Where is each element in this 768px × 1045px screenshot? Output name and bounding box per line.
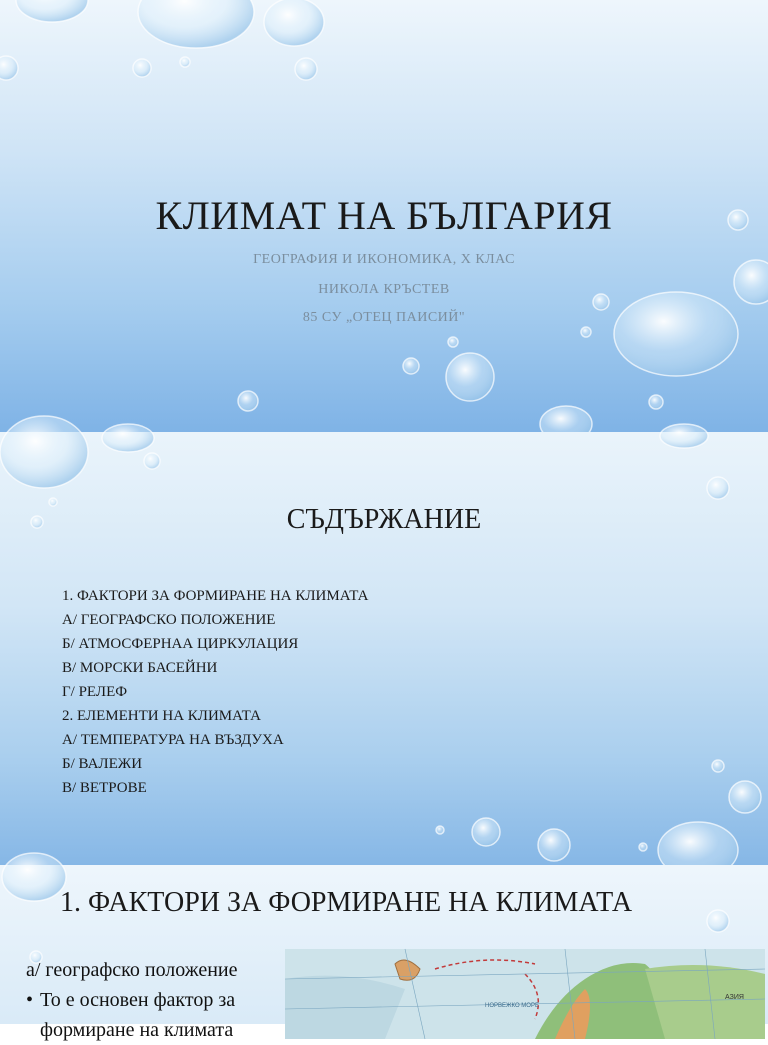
list-item: 1. ФАКТОРИ ЗА ФОРМИРАНЕ НА КЛИМАТА	[62, 588, 369, 604]
list-item: В/ МОРСКИ БАСЕЙНИ	[62, 660, 218, 676]
presentation-title: КЛИМАТ НА БЪЛГАРИЯ	[155, 193, 613, 238]
subtitle-course: ГЕОГРАФИЯ И ИКОНОМИКА, X КЛАС	[253, 252, 515, 267]
map-label-sea: НОРВЕЖКО МОРЕ	[485, 1003, 539, 1009]
factors-slide	[0, 865, 768, 1041]
contents-list	[62, 584, 368, 800]
list-item: А/ ГЕОГРАФСКО ПОЛОЖЕНИЕ	[62, 612, 276, 628]
list-item: В/ ВЕТРОВЕ	[62, 780, 147, 796]
slide-body-text	[26, 955, 276, 1045]
subtitle-school: 85 СУ „ОТЕЦ ПАИСИЙ"	[302, 310, 466, 325]
map-graphic	[285, 949, 765, 1039]
list-item: А/ ТЕМПЕРАТУРА НА ВЪЗДУХА	[62, 732, 284, 748]
contents-slide	[0, 432, 768, 865]
bullet-text: То е основен фактор за	[40, 989, 236, 1011]
subheading: а/ географско положение	[26, 959, 238, 981]
europe-map-image	[285, 949, 765, 1039]
list-item: Г/ РЕЛЕФ	[62, 684, 128, 700]
list-item: 2. ЕЛЕМЕНТИ НА КЛИМАТА	[62, 708, 261, 724]
subtitle-author: НИКОЛА КРЪСТЕВ	[318, 282, 450, 297]
bullet-icon: •	[26, 989, 34, 1011]
title-slide	[0, 0, 768, 432]
contents-title: СЪДЪРЖАНИЕ	[286, 504, 482, 535]
list-item: Б/ АТМОСФЕРНАА ЦИРКУЛАЦИЯ	[62, 636, 299, 652]
bullet-text-continuation: формиране на климата	[40, 1019, 234, 1041]
map-label-asia: АЗИЯ	[725, 994, 744, 1001]
section-title: 1. ФАКТОРИ ЗА ФОРМИРАНЕ НА КЛИМАТА	[60, 887, 633, 918]
list-item: Б/ ВАЛЕЖИ	[62, 756, 143, 772]
